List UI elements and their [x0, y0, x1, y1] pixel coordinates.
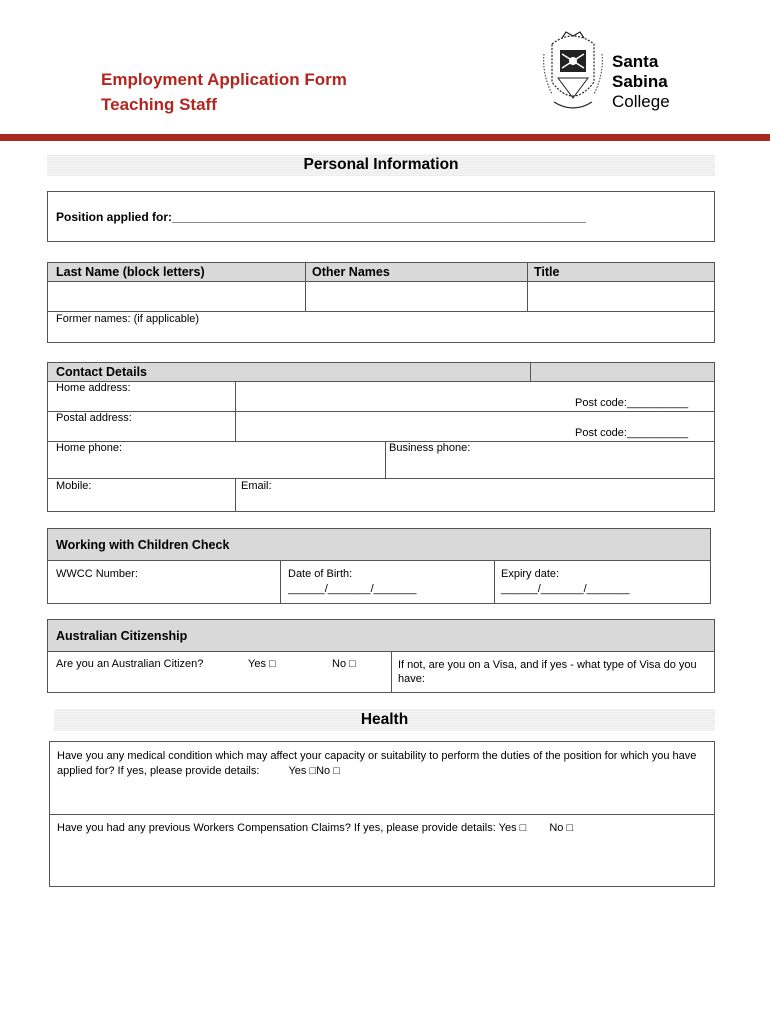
- names-table: [47, 262, 715, 343]
- health-section-title: Health: [360, 711, 409, 728]
- medical-condition-text: Have you any medical condition which may affect your capacity or suitability to perform the duties of the position for which you have applied for? If yes, please provide details:: [57, 750, 697, 777]
- former-names-label: Former names: (if applicable): [56, 313, 200, 325]
- contact-details-table: [47, 362, 715, 512]
- expiry-date-label: Expiry date:: [501, 568, 560, 580]
- visa-question: If not, are you on a Visa, and if yes - what type of Visa do you have:: [398, 659, 697, 685]
- header-divider: [0, 134, 770, 141]
- mobile-label: Mobile:: [56, 480, 92, 492]
- form-subtitle: Teaching Staff: [101, 95, 217, 114]
- medical-yes-no-checkboxes[interactable]: Yes □No □: [288, 765, 340, 777]
- personal-section-title: Personal Information: [303, 156, 459, 173]
- business-phone-label: Business phone:: [389, 442, 471, 454]
- college-name-line1: Santa: [612, 52, 659, 71]
- wwcc-table: [47, 528, 711, 604]
- contact-details-heading: Contact Details: [56, 365, 147, 379]
- last-name-label: Last Name (block letters): [56, 265, 205, 279]
- last-name-field[interactable]: [49, 282, 304, 310]
- citizen-no-checkbox[interactable]: No □: [332, 658, 356, 670]
- other-names-label: Other Names: [312, 265, 390, 279]
- postal-address-label: Postal address:: [56, 412, 132, 424]
- citizenship-table: [47, 619, 715, 693]
- wwcc-heading: Working with Children Check: [56, 538, 230, 552]
- medical-condition-question: [57, 749, 707, 779]
- title-field[interactable]: [528, 282, 713, 310]
- citizen-yes-checkbox[interactable]: Yes □: [248, 658, 276, 670]
- workers-comp-text[interactable]: Have you had any previous Workers Compensation Claims? If yes, please provide details: Yes □: [57, 822, 527, 834]
- dob-blank[interactable]: ______/_______/_______: [288, 583, 417, 595]
- wwcc-number-label: WWCC Number:: [56, 568, 138, 580]
- college-name-line3: College: [612, 92, 670, 111]
- email-label: Email:: [241, 480, 272, 492]
- dob-label: Date of Birth:: [288, 568, 353, 580]
- citizen-question: Are you an Australian Citizen?: [56, 658, 204, 670]
- health-section-bar: [54, 709, 715, 731]
- form-title: Employment Application Form: [101, 70, 347, 89]
- other-names-field[interactable]: [306, 282, 526, 310]
- contact-header-row: [48, 363, 714, 381]
- college-crest-logo: [540, 24, 606, 116]
- expiry-date-blank[interactable]: ______/_______/_______: [501, 583, 630, 595]
- workers-comp-question: [57, 822, 573, 834]
- health-table: [49, 741, 715, 887]
- workers-comp-no-checkbox[interactable]: No □: [549, 822, 574, 834]
- postal-post-code-label: Post code:__________: [575, 427, 689, 439]
- home-post-code-label: Post code:__________: [575, 397, 689, 409]
- college-name-line2: Sabina: [612, 72, 668, 91]
- personal-section-bar: [47, 154, 715, 176]
- title-label: Title: [534, 265, 560, 279]
- home-address-label: Home address:: [56, 382, 131, 394]
- position-applied-label: Position applied for:______________________________________________________________: [56, 210, 586, 224]
- position-applied-box[interactable]: [47, 191, 715, 242]
- home-phone-label: Home phone:: [56, 442, 123, 454]
- citizenship-heading: Australian Citizenship: [56, 629, 188, 643]
